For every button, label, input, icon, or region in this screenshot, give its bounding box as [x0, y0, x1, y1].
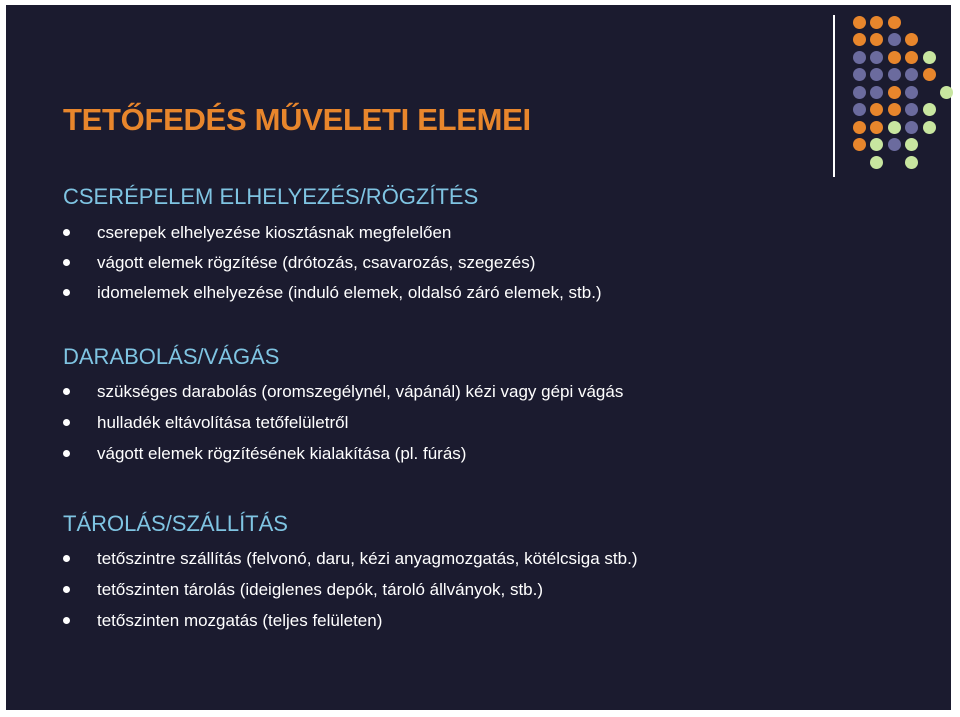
list-item	[63, 218, 602, 248]
section-cutting	[63, 342, 623, 469]
decorative-dot	[870, 121, 883, 134]
section-heading: TÁROLÁS/SZÁLLÍTÁS	[63, 511, 288, 536]
bullet-icon	[63, 450, 70, 457]
decorative-dot	[888, 86, 901, 99]
list-item	[63, 605, 637, 636]
decorative-dot	[905, 68, 918, 81]
decorative-dot	[905, 51, 918, 64]
decorative-dot	[853, 16, 866, 29]
bullet-icon	[63, 259, 70, 266]
decorative-dot	[905, 156, 918, 169]
list-item-text: tetőszinten tárolás (ideiglenes depók, tároló állványok, stb.)	[97, 580, 544, 599]
list-item-text: hulladék eltávolítása tetőfelületről	[97, 413, 349, 432]
decorative-dot	[870, 156, 883, 169]
list-item	[63, 278, 602, 308]
bullet-icon	[63, 388, 70, 395]
list-item	[63, 376, 623, 407]
list-item-text: vágott elemek rögzítése (drótozás, csavarozás, szegezés)	[97, 253, 536, 272]
decorative-dot	[923, 68, 936, 81]
decorative-dot	[870, 138, 883, 151]
bullet-icon	[63, 229, 70, 236]
decorative-dot	[905, 33, 918, 46]
list-item	[63, 248, 602, 278]
decorative-dot	[888, 121, 901, 134]
decorative-dot	[870, 68, 883, 81]
decorative-dot	[888, 103, 901, 116]
decorative-dot	[905, 103, 918, 116]
bullet-icon	[63, 617, 70, 624]
decorative-dot	[870, 33, 883, 46]
bullet-icon	[63, 419, 70, 426]
bullet-icon	[63, 555, 70, 562]
list-item	[63, 438, 623, 469]
decorative-dot	[870, 16, 883, 29]
decorative-dot	[853, 86, 866, 99]
decorative-dot	[853, 68, 866, 81]
bullet-icon	[63, 586, 70, 593]
list-item	[63, 574, 637, 605]
decorative-dot	[870, 103, 883, 116]
section-placement	[63, 182, 602, 308]
decorative-dot	[923, 51, 936, 64]
list-item-text: vágott elemek rögzítésének kialakítása (pl. fúrás)	[97, 444, 467, 463]
decorative-dot	[888, 68, 901, 81]
section-heading: DARABOLÁS/VÁGÁS	[63, 344, 280, 369]
decorative-dot	[870, 51, 883, 64]
decorative-dot	[888, 33, 901, 46]
decorative-dot	[923, 121, 936, 134]
decorative-dot	[905, 121, 918, 134]
bullet-icon	[63, 289, 70, 296]
list-item	[63, 407, 623, 438]
decorative-dot	[923, 103, 936, 116]
list-item-text: tetőszintre szállítás (felvonó, daru, kézi anyagmozgatás, kötélcsiga stb.)	[97, 549, 638, 568]
decorative-dot	[870, 86, 883, 99]
decorative-dot	[853, 51, 866, 64]
list-item	[63, 543, 637, 574]
decorative-dot	[853, 138, 866, 151]
decorative-dot	[888, 138, 901, 151]
decorative-dot	[853, 103, 866, 116]
decorative-dot	[853, 33, 866, 46]
list-item-text: idomelemek elhelyezése (induló elemek, oldalsó záró elemek, stb.)	[97, 283, 602, 302]
decorative-dot	[888, 51, 901, 64]
decorative-dot	[940, 86, 953, 99]
list-item-text: cserepek elhelyezése kiosztásnak megfelelően	[97, 223, 452, 242]
decorative-dot-grid	[0, 0, 960, 200]
section-storage	[63, 509, 637, 636]
slide-title: TETŐFEDÉS MŰVELETI ELEMEI	[63, 102, 531, 137]
decorative-dot	[905, 86, 918, 99]
decorative-dot	[853, 121, 866, 134]
list-item-text: tetőszinten mozgatás (teljes felületen)	[97, 611, 383, 630]
section-heading: CSERÉPELEM ELHELYEZÉS/RÖGZÍTÉS	[63, 184, 479, 209]
decorative-dot	[888, 16, 901, 29]
list-item-text: szükséges darabolás (oromszegélynél, vápánál) kézi vagy gépi vágás	[97, 382, 624, 401]
decorative-dot	[905, 138, 918, 151]
